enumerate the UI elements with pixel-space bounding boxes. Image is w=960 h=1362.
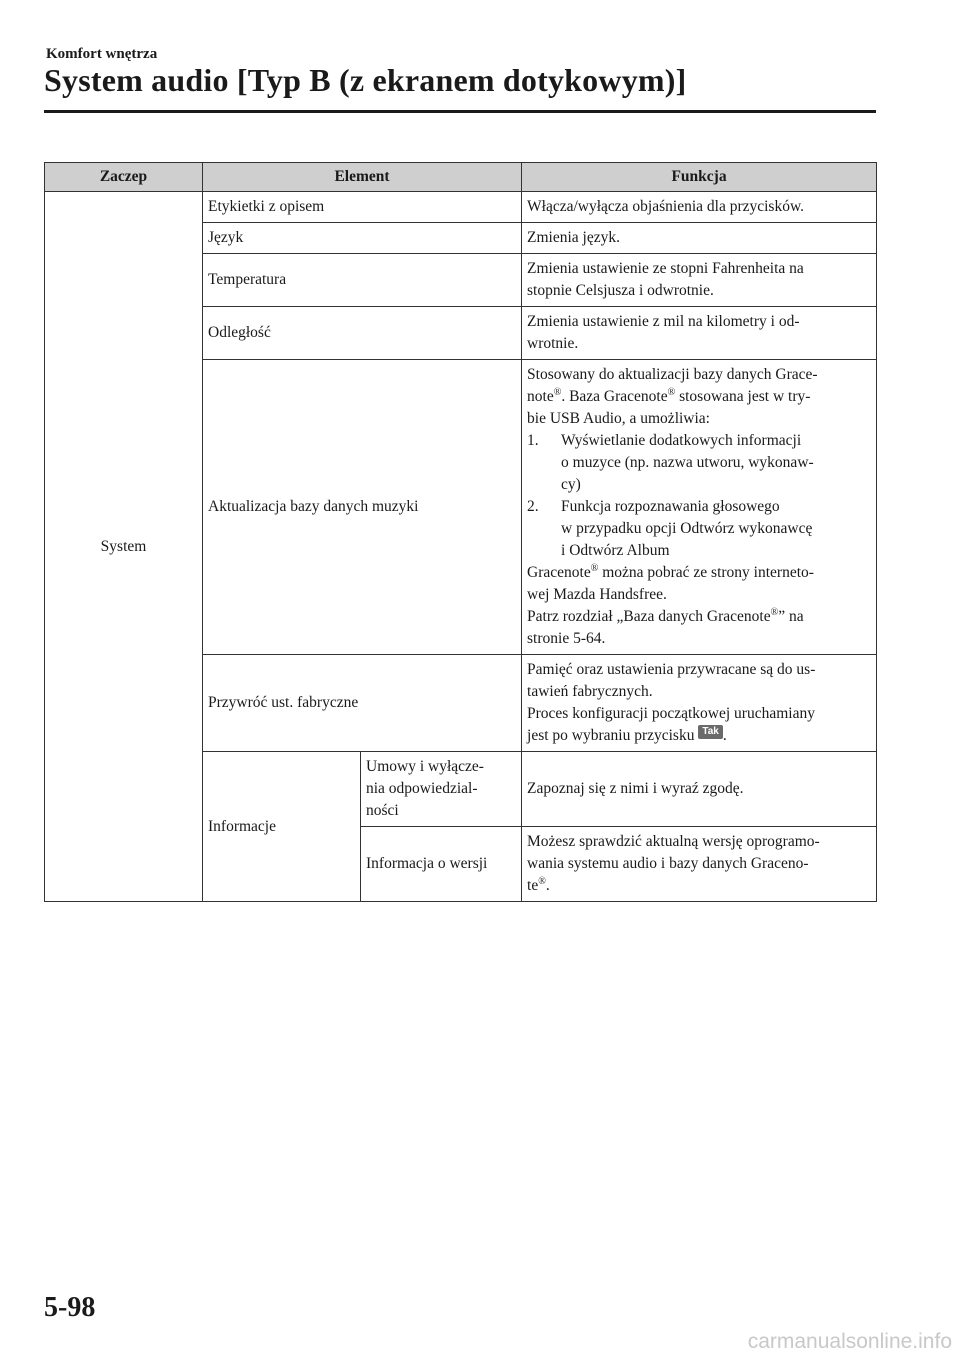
header-funkcja: Funkcja bbox=[522, 163, 877, 192]
watermark: carmanualsonline.info bbox=[747, 1330, 952, 1353]
element-cell: Odległość bbox=[203, 307, 522, 360]
table-row bbox=[45, 192, 877, 223]
list-item: 1. Wyświetlanie dodatkowych informacji bbox=[527, 432, 802, 449]
text-line: Pamięć oraz ustawienia przywracane są do us- bbox=[527, 661, 816, 678]
text-line: Stosowany do aktualizacji bazy danych Grace- bbox=[527, 366, 818, 383]
element-cell: Przywróć ust. fabryczne bbox=[203, 655, 522, 752]
text-line: Zmienia ustawienie z mil na kilometry i od- bbox=[527, 313, 800, 330]
text-line: te®. bbox=[527, 875, 550, 894]
tak-button-icon: Tak bbox=[698, 725, 723, 739]
funkcja-cell: Włącza/wyłącza objaśnienia dla przycisków. bbox=[522, 192, 877, 223]
header-zaczep: Zaczep bbox=[45, 163, 203, 192]
settings-table bbox=[44, 162, 877, 902]
element-cell: Język bbox=[203, 223, 522, 254]
funkcja-cell bbox=[522, 254, 877, 307]
text-line: Gracenote® można pobrać ze strony interneto- bbox=[527, 562, 814, 581]
text-line: i Odtwórz Album bbox=[561, 542, 670, 559]
text-line: Proces konfiguracji początkowej uruchamiany bbox=[527, 705, 815, 722]
subelement-cell: Informacja o wersji bbox=[361, 827, 522, 902]
text-line: Możesz sprawdzić aktualną wersję oprogramo- bbox=[527, 833, 820, 850]
text-line: Zmienia ustawienie ze stopni Fahrenheita na bbox=[527, 260, 804, 277]
text-line: nia odpowiedzial- bbox=[366, 780, 478, 797]
title-rule bbox=[44, 110, 876, 113]
text-line: Patrz rozdział „Baza danych Gracenote®” na bbox=[527, 606, 804, 625]
funkcja-cell bbox=[522, 655, 877, 752]
funkcja-cell: Zapoznaj się z nimi i wyraź zgodę. bbox=[522, 752, 877, 827]
funkcja-cell bbox=[522, 307, 877, 360]
funkcja-cell bbox=[522, 827, 877, 902]
text-line: cy) bbox=[561, 476, 581, 493]
text-line: wania systemu audio i bazy danych Graceno- bbox=[527, 855, 809, 872]
list-item: 2. Funkcja rozpoznawania głosowego bbox=[527, 498, 780, 515]
element-cell-informacje: Informacje bbox=[203, 752, 361, 902]
element-cell: Etykietki z opisem bbox=[203, 192, 522, 223]
funkcja-cell bbox=[522, 360, 877, 655]
text-line: bie USB Audio, a umożliwia: bbox=[527, 410, 710, 427]
text-line: tawień fabrycznych. bbox=[527, 683, 653, 700]
text-line: stronie 5-64. bbox=[527, 630, 606, 647]
element-cell: Aktualizacja bazy danych muzyki bbox=[203, 360, 522, 655]
subelement-cell bbox=[361, 752, 522, 827]
registered-mark: ® bbox=[538, 875, 546, 887]
table-header-row bbox=[45, 163, 877, 192]
text-line: jest po wybraniu przycisku Tak . bbox=[527, 726, 727, 744]
text-line: stopnie Celsjusza i odwrotnie. bbox=[527, 282, 714, 299]
text-line: wrotnie. bbox=[527, 335, 579, 352]
registered-mark: ® bbox=[590, 562, 599, 574]
registered-mark: ® bbox=[770, 606, 779, 618]
text-line: w przypadku opcji Odtwórz wykonawcę bbox=[561, 520, 813, 537]
text-line: o muzyce (np. nazwa utworu, wykonaw- bbox=[561, 454, 814, 471]
registered-mark: ® bbox=[553, 386, 562, 398]
text-line: Umowy i wyłącze- bbox=[366, 758, 484, 775]
text-line: ności bbox=[366, 802, 399, 819]
page-number: 5-98 bbox=[44, 1292, 96, 1323]
header-element: Element bbox=[203, 163, 522, 192]
text-line: wej Mazda Handsfree. bbox=[527, 586, 667, 603]
element-cell: Temperatura bbox=[203, 254, 522, 307]
text-line: note®. Baza Gracenote® stosowana jest w try- bbox=[527, 386, 811, 405]
registered-mark: ® bbox=[667, 386, 676, 398]
page-title: System audio [Typ B (z ekranem dotykowym)] bbox=[44, 62, 687, 98]
group-cell-system: System bbox=[45, 192, 203, 902]
funkcja-cell: Zmienia język. bbox=[522, 223, 877, 254]
section-label: Komfort wnętrza bbox=[46, 46, 158, 62]
